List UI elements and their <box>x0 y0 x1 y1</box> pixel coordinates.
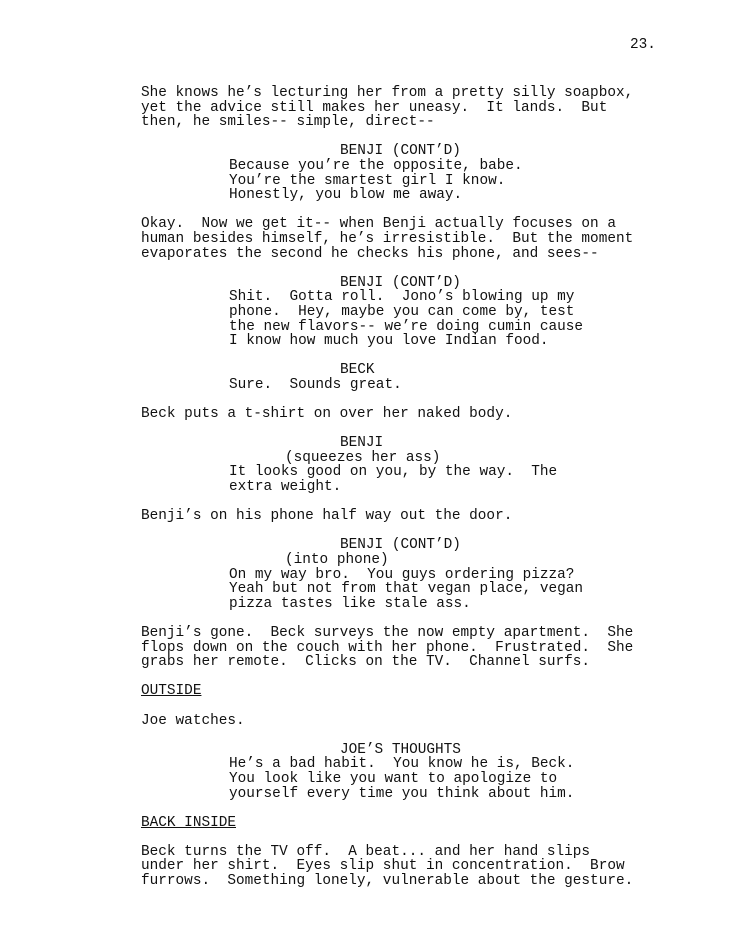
parenthetical: (into phone) <box>285 552 389 568</box>
action-block: Okay. Now we get it-- when Benji actually focuses on a human besides himself, he’s irresistible. But the moment evaporates the second he checks his phone, and sees-- <box>141 216 634 262</box>
dialogue-block: Because you’re the opposite, babe. You’re the smartest girl I know. Honestly, you blow me away. <box>229 157 523 204</box>
scene-heading: BACK INSIDE <box>141 814 236 831</box>
dialogue-block: On my way bro. You guys ordering pizza? Yeah but not from that vegan place, vegan pizza tastes like stale ass. <box>229 566 584 612</box>
screenplay-body <box>0 86 746 889</box>
action-block: Beck puts a t-shirt on over her naked body. <box>141 406 513 423</box>
dialogue-block: He’s a bad habit. You know he is, Beck. You look like you want to apologize to yourself every time you think about him. <box>229 756 575 802</box>
character-name: BENJI (CONT’D) <box>340 143 461 160</box>
character-name: BECK <box>340 362 375 379</box>
character-name: BENJI (CONT’D) <box>340 537 461 554</box>
character-name: JOE’S THOUGHTS <box>340 741 461 758</box>
character-name: BENJI <box>340 435 384 452</box>
action-block: Beck turns the TV off. A beat... and her hand slips under her shirt. Eyes slip shut in concentration. Brow furrows. Something lonely, vulnerable about the gesture. <box>141 843 634 890</box>
action-block: Benji’s gone. Beck surveys the now empty apartment. She flops down on the couch with her phone. Frustrated. She grabs her remote. Clicks on the TV. Channel surfs. <box>141 624 634 671</box>
action-block: Benji’s on his phone half way out the door. <box>141 508 513 525</box>
character-name: BENJI (CONT’D) <box>340 274 461 291</box>
parenthetical: (squeezes her ass) <box>285 449 441 466</box>
dialogue-block: Sure. Sounds great. <box>229 376 402 393</box>
scene-heading: OUTSIDE <box>141 683 202 700</box>
page-number: 23. <box>630 37 656 53</box>
dialogue-block: Shit. Gotta roll. Jono’s blowing up my phone. Hey, maybe you can come by, test the new flavors-- we’re doing cumin cause I know how much you love Indian food. <box>229 289 584 350</box>
action-block: Joe watches. <box>141 712 245 729</box>
action-block: She knows he’s lecturing her from a pretty silly soapbox, yet the advice still makes her uneasy. It lands. But then, he smiles-- simple, direct-- <box>141 85 634 131</box>
dialogue-block: It looks good on you, by the way. The extra weight. <box>229 464 558 496</box>
